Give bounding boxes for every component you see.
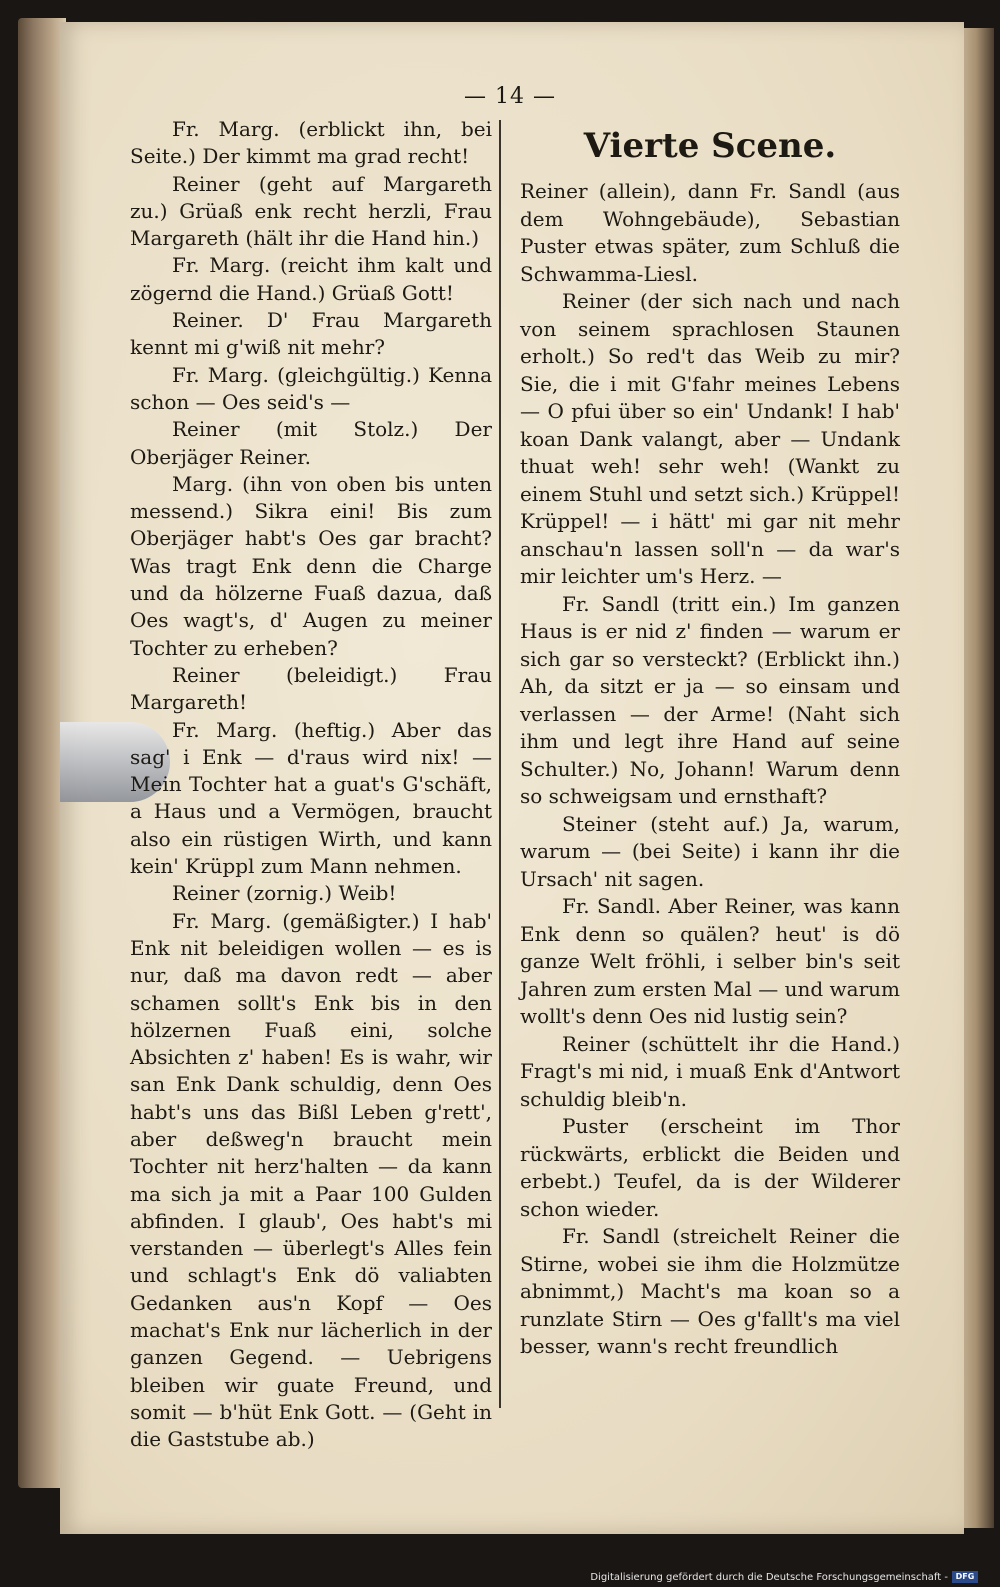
paragraph: Reiner (beleidigt.) Frau Margareth!	[130, 662, 492, 715]
paragraph: Fr. Marg. (gemäßigter.) I hab' Enk nit beleidigen wollen — es is nur, daß ma davon redt — aber schamen sollt's Enk bis in den hölzernen Fuaß eini, solche Absichten z' haben! Es is wahr, wir san Enk Dank schuldig, denn Oes habt's uns das Bißl Leben g'rett', aber deßweg'n braucht mein Tochter nit herz'halten — da kann ma sich ja mit a Paar 100 Gulden abfinden. I glaub', Oes habt's mi verstanden — überlegt's Alles fein und schlagt's Enk dö valiabten Gedanken aus'n Kopf — Oes machat's Enk nur lächerlich in der ganzen Gegend. — Uebrigens bleiben wir guate Freund, und somit — b'hüt Enk Gott. — (Geht in die Gaststube ab.)	[130, 908, 492, 1452]
book-edge-left	[18, 18, 66, 1488]
paragraph: Marg. (ihn von oben bis unten messend.) Sikra eini! Bis zum Oberjäger habt's Oes gar bracht? Was tragt Enk denn die Charge und da hölzerne Fuaß dazua, daß Oes wagt's, d' Augen zu meiner Tochter zu erheben?	[130, 471, 492, 660]
paragraph: Reiner (zornig.) Weib!	[172, 881, 397, 906]
left-column	[130, 116, 492, 1454]
paragraph: Reiner (der sich nach und nach von seinem sprachlosen Staunen erholt.) So red't das Weib zu mir? Sie, die i mit G'fahr meines Lebens — O pfui über so ein' Undank! I hab' koan Dank valangt, aber — Undank thuat weh! sehr weh! (Wankt zu einem Stuhl und setzt sich.) Krüppel! Krüppel! — i hätt' mi gar nit mehr anschau'n lassen soll'n — da war's mir leichter um's Herz. —	[520, 289, 900, 588]
paragraph: Reiner (schüttelt ihr die Hand.) Fragt's mi nid, i muaß Enk d'Antwort schuldig bleib'n.	[520, 1031, 900, 1111]
scene-title: Vierte Scene.	[583, 126, 837, 166]
paragraph: Reiner (mit Stolz.) Der Oberjäger Reiner.	[130, 417, 492, 469]
paragraph: Fr. Marg. (heftig.) Aber das sag' i Enk — d'raus wird nix! — Mein Tochter hat a guat's G'schäft, a Haus und a Vermögen, braucht also ein rüstigen Wirth, und kann kein' Krüppl zum Mann nehmen.	[130, 717, 492, 879]
footer-text: Digitalisierung gefördert durch die Deutsche Forschungsgemeinschaft -	[590, 1571, 948, 1583]
column-divider	[499, 120, 501, 1408]
paragraph: Fr. Marg. (erblickt ihn, bei Seite.) Der kimmt ma grad recht!	[130, 117, 492, 169]
footer	[590, 1571, 978, 1583]
dfg-logo-icon: DFG	[952, 1571, 978, 1583]
paragraph: Fr. Sandl (tritt ein.) Im ganzen Haus is er nid z' finden — warum er sich gar so versteckt? (Erblickt ihn.) Ah, da sitzt er ja — so einsam und verlassen — der Arme! (Naht sich ihm und legt ihre Hand auf seine Schulter.) No, Johann! Warum denn so schweigsam und ernsthaft?	[520, 591, 900, 808]
paragraph: Fr. Marg. (reicht ihm kalt und zögernd die Hand.) Grüaß Gott!	[130, 253, 492, 305]
page-number: — 14 —	[464, 84, 556, 109]
paragraph: Steiner (steht auf.) Ja, warum, warum — (bei Seite) i kann ihr die Ursach' nit sagen.	[520, 811, 900, 891]
paragraph: Fr. Sandl. Aber Reiner, was kann Enk denn so quälen? heut' is dö ganze Welt fröhli, i selber bin's seit Jahren zum ersten Mal — und warum wollt's denn Oes nid lustig sein?	[520, 894, 900, 1028]
paragraph: Reiner (geht auf Margareth zu.) Grüaß enk recht herzli, Frau Margareth (hält ihr die Hand hin.)	[130, 171, 492, 251]
right-column	[520, 124, 900, 1361]
paragraph: Fr. Sandl (streichelt Reiner die Stirne, wobei sie ihm die Holzmütze abnimmt,) Macht's ma koan so a runzlate Stirn — Oes g'fallt's ma viel besser, wann's recht freundlich	[520, 1224, 900, 1358]
paragraph: Fr. Marg. (gleichgültig.) Kenna schon — Oes seid's —	[130, 362, 492, 414]
scene-description: Reiner (allein), dann Fr. Sandl (aus dem Wohngebäude), Sebastian Puster etwas später, zum Schluß die Schwamma-Liesl.	[520, 179, 900, 286]
paragraph: Puster (erscheint im Thor rückwärts, erblickt die Beiden und erbebt.) Teufel, da is der Wilderer schon wieder.	[520, 1114, 900, 1221]
paragraph: Reiner. D' Frau Margareth kennt mi g'wiß nit mehr?	[130, 308, 492, 360]
